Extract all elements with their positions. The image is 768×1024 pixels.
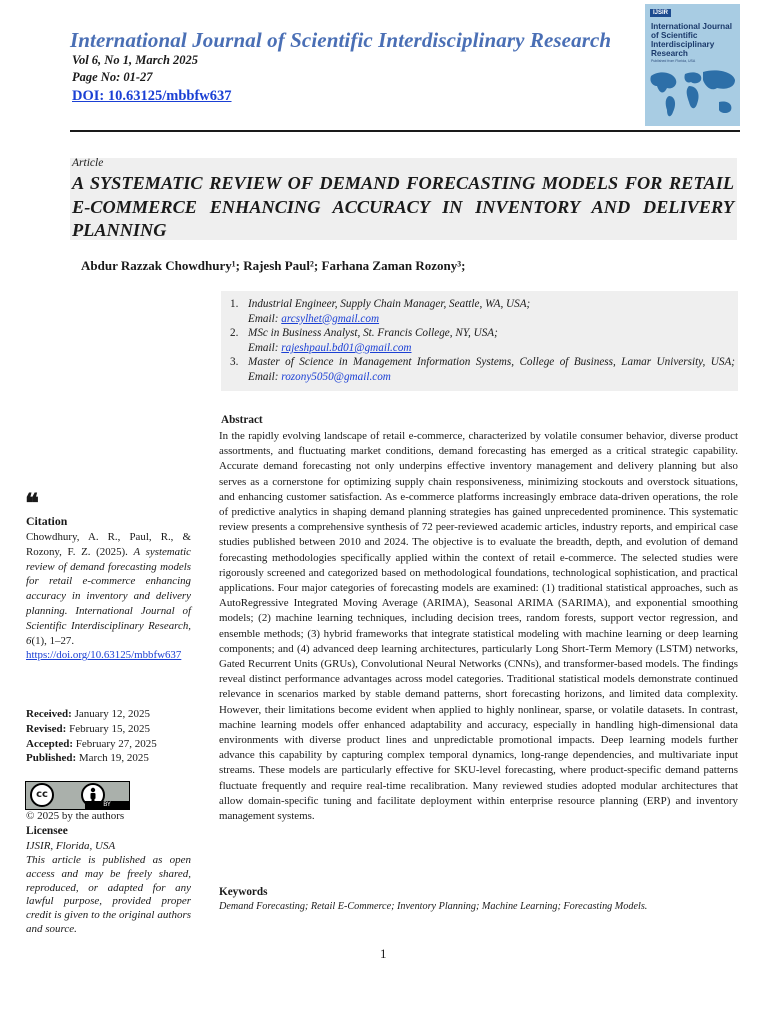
journal-cover xyxy=(645,4,740,126)
date-value: February 15, 2025 xyxy=(69,722,151,735)
affiliation-text: Industrial Engineer, Supply Chain Manager, Seattle, WA, USA; xyxy=(248,298,531,310)
article-type-label: Article xyxy=(72,157,104,169)
date-label: Revised: xyxy=(26,722,67,735)
citation-doi-link[interactable]: https://doi.org/10.63125/mbbfw637 xyxy=(26,649,182,662)
affiliation-number: 3. xyxy=(230,356,239,369)
cc-icon: cc xyxy=(30,783,54,807)
cover-badge: IJSIR xyxy=(650,9,671,17)
affiliation-item xyxy=(230,355,735,384)
citation-authors: Chowdhury, A. R., Paul, R., & Rozony, F. Z. (2025). xyxy=(26,531,191,558)
affiliation-number: 2. xyxy=(230,327,239,340)
date-value: February 27, 2025 xyxy=(75,737,157,750)
quote-icon: ❝ xyxy=(25,489,39,519)
abstract-heading: Abstract xyxy=(221,414,263,426)
page-number: 1 xyxy=(380,946,387,961)
email-prefix: Email: xyxy=(248,312,279,325)
date-label: Published: xyxy=(26,752,77,765)
paper-title: A SYSTEMATIC REVIEW OF DEMAND FORECASTING MODELS FOR RETAIL E-COMMERCE ENHANCING ACCURACY IN INVENTORY AND DELIVERY PLANNING xyxy=(72,173,734,240)
copyright-notice: © 2025 by the authors xyxy=(26,810,125,822)
affiliation-item xyxy=(230,326,735,355)
journal-title: International Journal of Scientific Interdisciplinary Research xyxy=(70,28,612,52)
date-row xyxy=(26,751,191,766)
keywords-heading: Keywords xyxy=(219,886,268,898)
cover-subtitle: Published from Florida, USA xyxy=(651,59,696,63)
date-row xyxy=(26,707,191,722)
cover-title: International Journal of Scientific Interdisciplinary Research xyxy=(651,22,732,58)
date-value: January 12, 2025 xyxy=(74,708,151,720)
email-prefix: Email: xyxy=(248,341,279,354)
author-email[interactable]: rozony5050@gmail.com xyxy=(281,370,391,383)
date-label: Received: xyxy=(26,708,72,720)
abstract-text: In the rapidly evolving landscape of retail e-commerce, characterized by volatile consumer behavior, diverse product assortments, and fluctuating market conditions, demand forecasting has emerged as a critical strategic capability. Accurate demand forecasting not only underpins effective inventory management and delivery planning but also serves as a cornerstone for optimizing supply chain responsiveness, minimizing stockouts and overstock situations, and enhancing customer satisfaction. As e-commerce platforms increasingly embrace data-driven operations, the role of predictive analytics in shaping demand planning strategies has gained unprecedented prominence. This systematic review presents a comprehensive synthesis of 72 peer-reviewed academic articles, industry reports, and empirical case studies published between 2010 and 2024. The objective is to evaluate the breadth, depth, and evolution of demand forecasting methodologies specifically applied within the context of retail e-commerce. The selected studies were rigorously screened and categorized based on methodological foundations, technological sophistication, and practical applications. Four major categories of forecasting models are examined: (1) traditional statistical approaches, such as AutoRegressive Integrated Moving Average (ARIMA), Seasonal ARIMA (SARIMA), and exponential smoothing models; (2) machine learning techniques, including decision trees, random forests, support vector regression, and ensemble methods; (3) hybrid frameworks that integrate statistical modeling with machine learning or deep learning components; and (4) advanced deep learning architectures, particularly Long Short-Term Memory (LSTM) networks, Gated Recurrent Units (GRUs), Convolutional Neural Networks (CNNs), and transformer-based models. The findings reveal distinct performance advantages across model categories. Traditional statistical models demonstrate continued relevance in scenarios marked by stable demand patterns, short forecasting horizons, and limited data complexity. However, their limitations become evident when applied to highly nonlinear, sparse, or volatile datasets. In contrast, machine learning models offer enhanced adaptability and accuracy, especially in handling high-dimensional data environments with diverse product lines and unpredictable promotional impacts. Deep learning models further advance this capability by capturing complex temporal dynamics, long-range dependencies, and multivariate input streams. These models are particularly effective for SKU-level forecasting, where product-specific demand patterns fluctuate frequently and require real-time recalibration. Many reviewed studies adopted modular architectures that allow domain-specific tuning and facilitate deployment within enterprise resource planning (ERP) and inventory management systems. xyxy=(219,430,738,823)
affiliation-text: MSc in Business Analyst, St. Francis College, NY, USA; xyxy=(248,327,498,340)
publication-dates xyxy=(26,707,191,766)
cc-by-license-badge[interactable] xyxy=(25,781,130,810)
author-email[interactable]: rajeshpaul.bd01@gmail.com xyxy=(281,341,412,354)
citation-text xyxy=(26,530,191,663)
licensee-heading: Licensee xyxy=(26,825,68,837)
date-value: March 19, 2025 xyxy=(78,752,149,765)
licensee-name: IJSIR, Florida, USA xyxy=(26,840,116,852)
date-row xyxy=(26,722,191,737)
date-label: Accepted: xyxy=(26,737,74,750)
header-divider xyxy=(70,130,740,132)
page-range: Page No: 01-27 xyxy=(72,70,153,84)
by-label: BY xyxy=(85,801,129,809)
world-map-icon xyxy=(645,66,740,126)
license-text: This article is published as open access and may be freely shared, reproduced, or adapted for any lawful purpose, provided proper credit is given to the original authors and source. xyxy=(26,854,191,935)
affiliation-list xyxy=(230,297,735,385)
keywords-text: Demand Forecasting; Retail E-Commerce; Inventory Planning; Machine Learning; Forecasting Models. xyxy=(219,901,648,912)
date-row xyxy=(26,737,191,752)
author-list: Abdur Razzak Chowdhury¹; Rajesh Paul²; Farhana Zaman Rozony³; xyxy=(81,258,466,273)
volume-info: Vol 6, No 1, March 2025 xyxy=(72,53,199,67)
citation-heading: Citation xyxy=(26,514,68,528)
citation-issue: (1), 1–27. xyxy=(31,634,75,647)
affiliation-number: 1. xyxy=(230,298,239,310)
author-email[interactable]: arcsylhet@gmail.com xyxy=(281,312,380,325)
affiliation-text: Master of Science in Management Information Systems, College of Business, Lamar University, USA; Email: xyxy=(248,356,735,383)
affiliation-item xyxy=(230,297,735,326)
citation-title: A systematic review of demand forecasting models for retail e-commerce enhancing accuracy in inventory and delivery planning. International Journal of Scientific Interdisciplinary Research, 6 xyxy=(26,545,191,647)
doi-link[interactable]: DOI: 10.63125/mbbfw637 xyxy=(72,88,232,104)
